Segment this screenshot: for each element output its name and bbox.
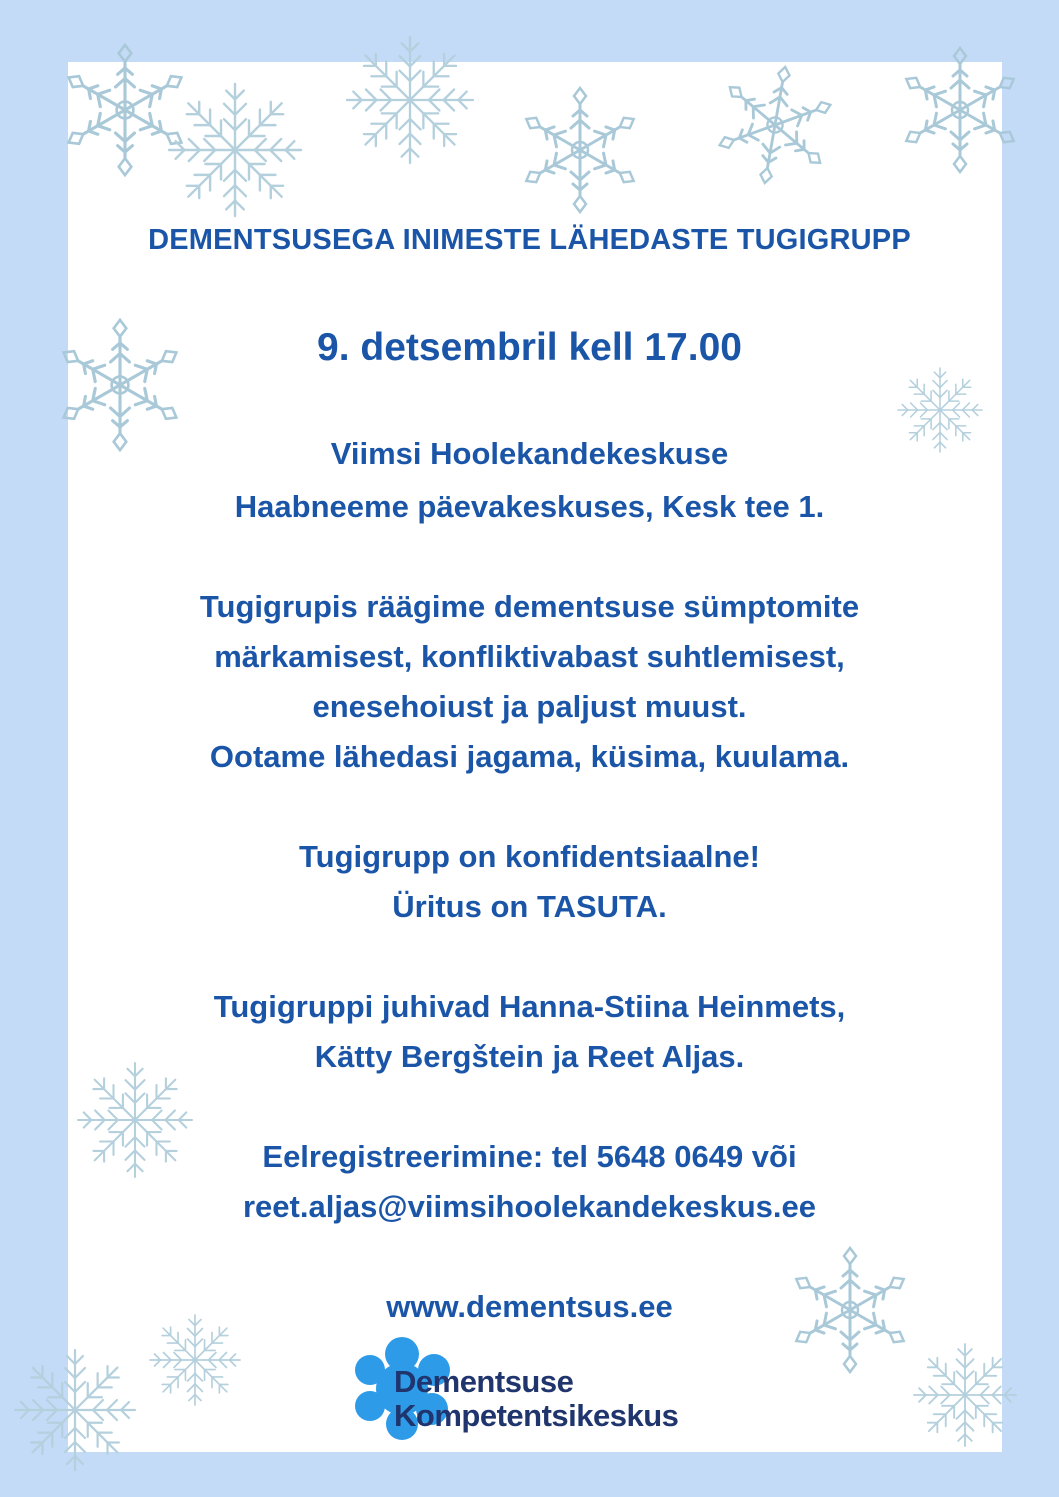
description-line-2: märkamisest, konfliktivabast suhtlemisest, bbox=[214, 639, 845, 674]
registration-line: Eelregistreerimine: tel 5648 0649 või bbox=[262, 1139, 797, 1174]
website-link[interactable]: www.dementsus.ee bbox=[386, 1289, 673, 1324]
location-line-1: Viimsi Hoolekandekeskuse bbox=[330, 436, 729, 471]
confidential-note: Tugigrupp on konfidentsiaalne! bbox=[299, 839, 760, 874]
leaders-line-2: Kätty Bergštein ja Reet Aljas. bbox=[314, 1039, 745, 1074]
description-line-1: Tugigrupis räägime dementsuse sümptomite bbox=[199, 589, 860, 624]
description-line-3: enesehoiust ja paljust muust. bbox=[312, 689, 747, 724]
logo-line-2: Kompetentsikeskus bbox=[394, 1398, 679, 1433]
organization-logo bbox=[352, 1334, 732, 1444]
flyer-title: DEMENTSUSEGA INIMESTE LÄHEDASTE TUGIGRUPP bbox=[148, 224, 911, 256]
free-event-note: Üritus on TASUTA. bbox=[392, 889, 667, 924]
description-line-4: Ootame lähedasi jagama, küsima, kuulama. bbox=[209, 739, 850, 774]
location-line-2: Haabneeme päevakeskuses, Kesk tee 1. bbox=[234, 489, 825, 524]
leaders-line-1: Tugigruppi juhivad Hanna-Stiina Heinmets, bbox=[213, 989, 846, 1024]
registration-email[interactable]: reet.aljas@viimsihoolekandekeskus.ee bbox=[242, 1189, 817, 1224]
event-date-time: 9. detsembril kell 17.00 bbox=[317, 326, 742, 369]
logo-line-1: Dementsuse bbox=[394, 1364, 574, 1399]
